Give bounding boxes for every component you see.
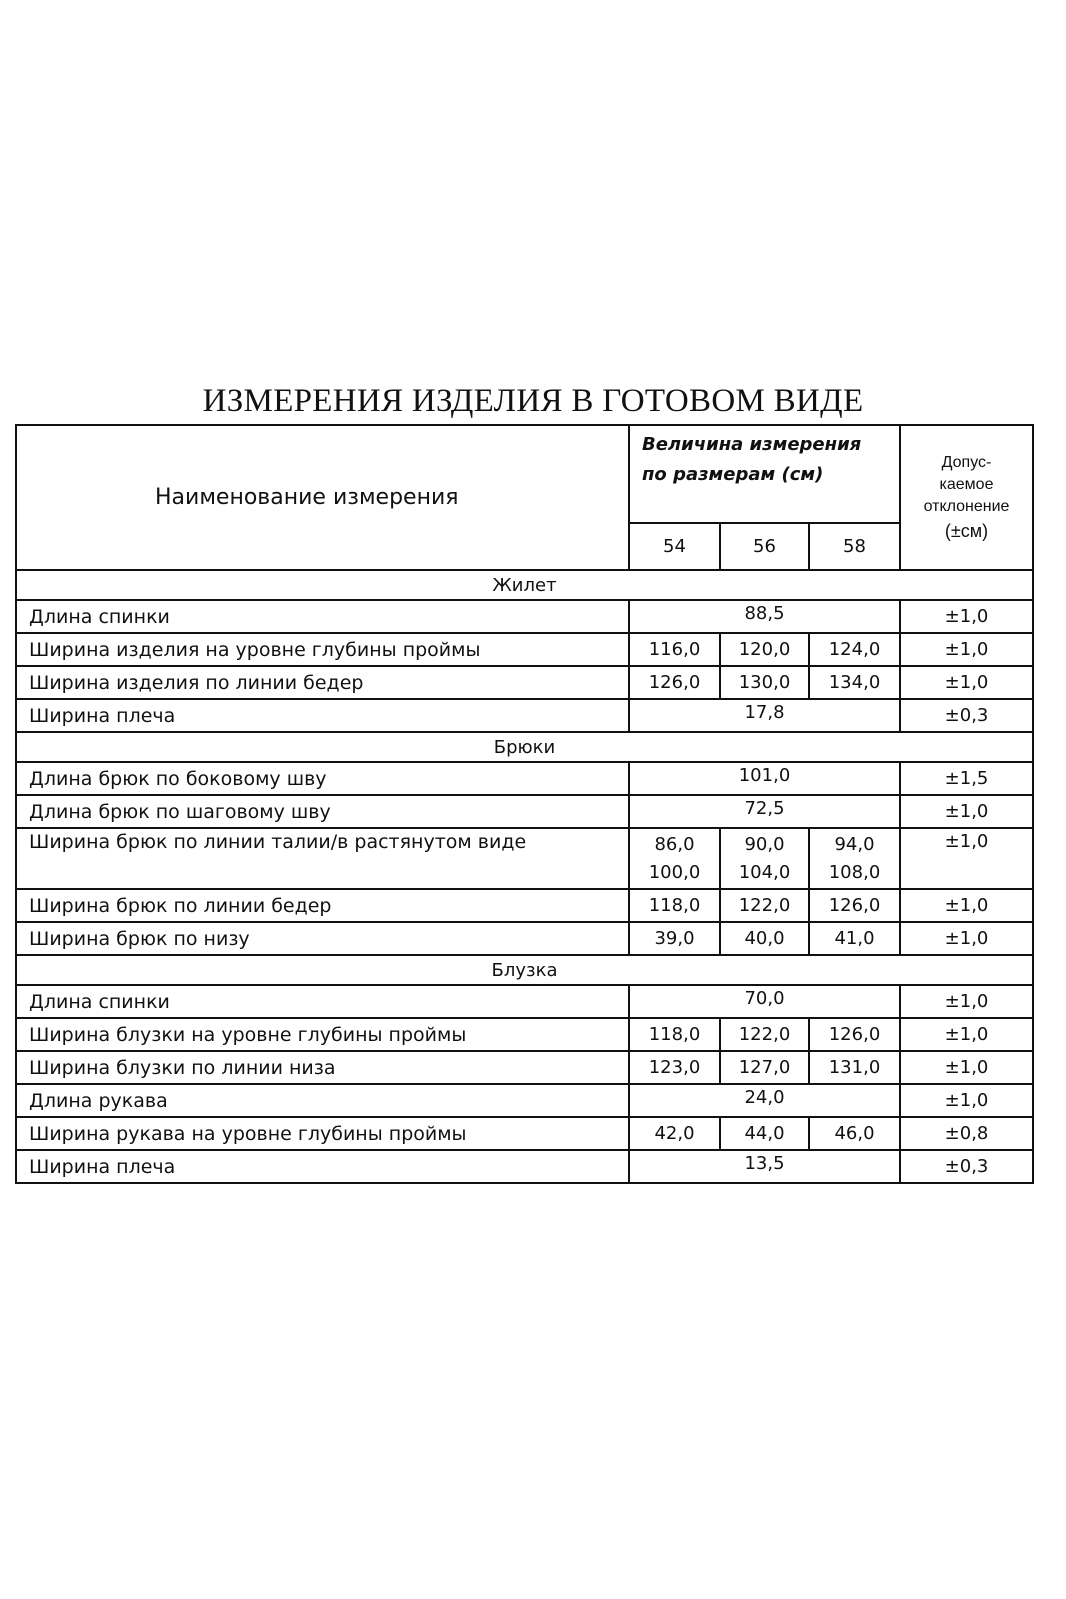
measurement-name: Длина спинки xyxy=(16,600,629,633)
header-size-group: Величина измерения по размерам (см) xyxy=(629,425,900,523)
measurement-name: Длина брюк по боковому шву xyxy=(16,762,629,795)
header-size-58: 58 xyxy=(809,523,900,570)
table-row xyxy=(16,922,1033,955)
value-line: 127,0 xyxy=(738,1057,791,1078)
measurement-value-size-54 xyxy=(629,922,720,955)
measurement-value-size-58 xyxy=(809,922,900,955)
tolerance-value: ±1,0 xyxy=(900,633,1033,666)
value-line: 44,0 xyxy=(744,1123,785,1144)
value-line: 126,0 xyxy=(828,1024,881,1045)
table-row xyxy=(16,795,1033,828)
tolerance-value: ±1,5 xyxy=(900,762,1033,795)
measurement-value-merged: 72,5 xyxy=(629,795,900,828)
measurement-value-size-56 xyxy=(720,666,809,699)
table-row xyxy=(16,762,1033,795)
measurement-value-merged: 88,5 xyxy=(629,600,900,633)
value-line: 126,0 xyxy=(648,672,701,693)
value-line-stretched: 104,0 xyxy=(738,862,791,883)
measurement-value-size-58 xyxy=(809,889,900,922)
section-row xyxy=(16,570,1033,600)
value-line: 134,0 xyxy=(828,672,881,693)
section-title: Блузка xyxy=(16,955,1033,985)
measurement-value-size-56 xyxy=(720,922,809,955)
value-line-stretched: 100,0 xyxy=(648,862,701,883)
value-line: 39,0 xyxy=(654,928,695,949)
measurement-value-size-58 xyxy=(809,828,900,889)
tolerance-value: ±1,0 xyxy=(900,985,1033,1018)
value-line: 90,0 xyxy=(744,834,785,855)
value-line: 120,0 xyxy=(738,639,791,660)
value-line: 124,0 xyxy=(828,639,881,660)
measurement-value-size-56 xyxy=(720,828,809,889)
measurement-value-size-56 xyxy=(720,1117,809,1150)
header-measurement-name: Наименование измерения xyxy=(16,425,629,570)
value-line: 118,0 xyxy=(648,895,701,916)
measurement-name: Ширина плеча xyxy=(16,699,629,732)
tolerance-value: ±0,3 xyxy=(900,1150,1033,1183)
value-line: 122,0 xyxy=(738,1024,791,1045)
measurement-value-size-56 xyxy=(720,633,809,666)
measurement-value-merged: 24,0 xyxy=(629,1084,900,1117)
measurement-name: Длина рукава xyxy=(16,1084,629,1117)
value-line: 40,0 xyxy=(744,928,785,949)
measurement-name: Ширина изделия на уровне глубины проймы xyxy=(16,633,629,666)
table-row xyxy=(16,699,1033,732)
table-row xyxy=(16,889,1033,922)
tolerance-value: ±0,3 xyxy=(900,699,1033,732)
value-line: 123,0 xyxy=(648,1057,701,1078)
table-row xyxy=(16,828,1033,889)
section-row xyxy=(16,732,1033,762)
measurement-value-size-58 xyxy=(809,1117,900,1150)
measurement-name: Ширина блузки на уровне глубины проймы xyxy=(16,1018,629,1051)
measurement-value-size-58 xyxy=(809,1018,900,1051)
table-row xyxy=(16,1018,1033,1051)
measurement-name: Ширина брюк по линии бедер xyxy=(16,889,629,922)
measurement-value-size-54 xyxy=(629,828,720,889)
tolerance-value: ±1,0 xyxy=(900,922,1033,955)
measurement-value-merged: 70,0 xyxy=(629,985,900,1018)
measurements-table xyxy=(15,424,1034,1184)
value-line: 122,0 xyxy=(738,895,791,916)
tolerance-value: ±1,0 xyxy=(900,889,1033,922)
table-row xyxy=(16,666,1033,699)
measurement-value-size-54 xyxy=(629,1051,720,1084)
tolerance-value: ±1,0 xyxy=(900,1051,1033,1084)
tolerance-value: ±1,0 xyxy=(900,1084,1033,1117)
measurement-name: Ширина блузки по линии низа xyxy=(16,1051,629,1084)
value-line: 126,0 xyxy=(828,895,881,916)
table-row xyxy=(16,1051,1033,1084)
measurement-name: Ширина плеча xyxy=(16,1150,629,1183)
header-size-54: 54 xyxy=(629,523,720,570)
tolerance-value: ±0,8 xyxy=(900,1117,1033,1150)
measurement-value-size-56 xyxy=(720,1018,809,1051)
section-row xyxy=(16,955,1033,985)
measurement-name: Ширина брюк по линии талии/в растянутом виде xyxy=(16,828,629,889)
table-row xyxy=(16,1117,1033,1150)
measurement-value-size-54 xyxy=(629,666,720,699)
table-row xyxy=(16,985,1033,1018)
measurement-value-merged: 101,0 xyxy=(629,762,900,795)
value-line: 94,0 xyxy=(834,834,875,855)
measurement-value-size-58 xyxy=(809,1051,900,1084)
measurement-value-size-58 xyxy=(809,666,900,699)
measurement-name: Длина спинки xyxy=(16,985,629,1018)
value-line: 46,0 xyxy=(834,1123,875,1144)
measurement-name: Длина брюк по шаговому шву xyxy=(16,795,629,828)
measurement-value-size-56 xyxy=(720,1051,809,1084)
value-line: 86,0 xyxy=(654,834,695,855)
section-title: Жилет xyxy=(16,570,1033,600)
table-row xyxy=(16,1150,1033,1183)
measurement-value-size-54 xyxy=(629,1117,720,1150)
header-size-56: 56 xyxy=(720,523,809,570)
table-row xyxy=(16,600,1033,633)
page-title: ИЗМЕРЕНИЯ ИЗДЕЛИЯ В ГОТОВОМ ВИДЕ xyxy=(202,383,864,419)
value-line: 130,0 xyxy=(738,672,791,693)
value-line: 118,0 xyxy=(648,1024,701,1045)
value-line: 116,0 xyxy=(648,639,701,660)
tolerance-value: ±1,0 xyxy=(900,666,1033,699)
tolerance-value: ±1,0 xyxy=(900,795,1033,828)
value-line: 42,0 xyxy=(654,1123,695,1144)
table-row xyxy=(16,1084,1033,1117)
section-title: Брюки xyxy=(16,732,1033,762)
tolerance-value: ±1,0 xyxy=(900,828,1033,889)
measurement-value-size-54 xyxy=(629,633,720,666)
measurement-name: Ширина изделия по линии бедер xyxy=(16,666,629,699)
tolerance-value: ±1,0 xyxy=(900,600,1033,633)
measurement-value-size-54 xyxy=(629,1018,720,1051)
measurement-value-size-58 xyxy=(809,633,900,666)
measurement-name: Ширина рукава на уровне глубины проймы xyxy=(16,1117,629,1150)
value-line: 131,0 xyxy=(828,1057,881,1078)
value-line: 41,0 xyxy=(834,928,875,949)
header-tolerance: Допус- каемое отклонение (±см) xyxy=(900,425,1033,570)
measurement-value-merged: 17,8 xyxy=(629,699,900,732)
measurement-value-size-56 xyxy=(720,889,809,922)
measurement-value-merged: 13,5 xyxy=(629,1150,900,1183)
value-line-stretched: 108,0 xyxy=(828,862,881,883)
table-row xyxy=(16,633,1033,666)
tolerance-value: ±1,0 xyxy=(900,1018,1033,1051)
measurement-name: Ширина брюк по низу xyxy=(16,922,629,955)
measurements-body xyxy=(16,570,1033,1183)
measurement-value-size-54 xyxy=(629,889,720,922)
